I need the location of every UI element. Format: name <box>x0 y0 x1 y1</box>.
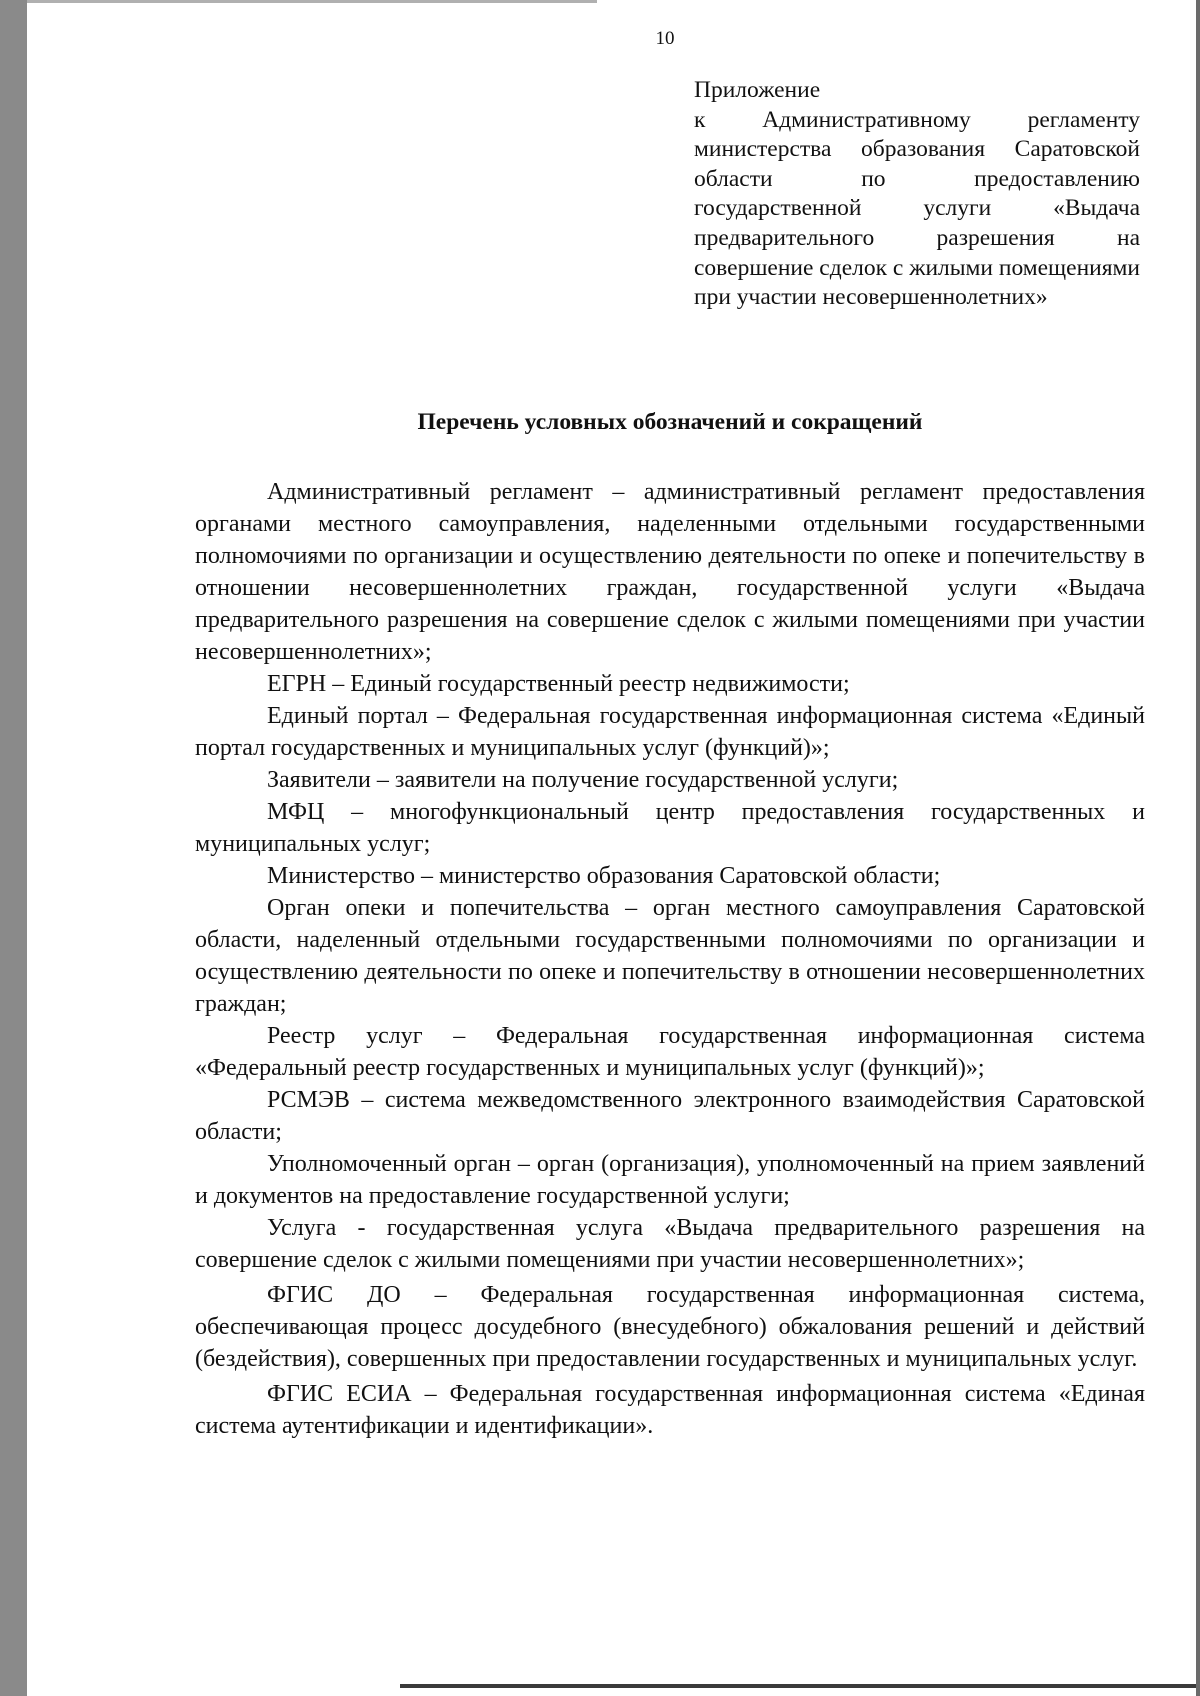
definition-item: Министерство – министерство образования Саратовской области; <box>267 863 941 889</box>
definition-item: Заявители – заявители на получение государственной услуги; <box>267 767 899 793</box>
definition-item: МФЦ – многофункциональный центр предоставления государственных и муниципальных услуг; <box>195 799 1145 857</box>
definition-item: РСМЭВ – система межведомственного электронного взаимодействия Саратовской области; <box>195 1087 1145 1145</box>
definitions-list <box>195 476 1145 1442</box>
appendix-body: к Административному регламенту министерства образования Саратовской области по предоставлению государственной услуги «Выдача предварительного разрешения на совершение сделок с жилыми помещениями при участии несовершеннолетних» <box>694 106 1140 311</box>
definition-item: Уполномоченный орган – орган (организация), уполномоченный на прием заявлений и документов на предоставление государственной услуги; <box>195 1151 1145 1209</box>
definition-item: ФГИС ЕСИА – Федеральная государственная информационная система «Единая система аутентификации и идентификации». <box>195 1381 1145 1439</box>
scan-edge-right <box>1196 0 1200 1696</box>
page-number: 10 <box>655 28 675 49</box>
scan-bottom-line <box>400 1684 1196 1688</box>
definition-item: Единый портал – Федеральная государственная информационная система «Единый портал государственных и муниципальных услуг (функций)»; <box>195 703 1145 761</box>
appendix-title: Приложение <box>694 77 821 103</box>
definition-item: Услуга - государственная услуга «Выдача предварительного разрешения на совершение сделок с жилыми помещениями при участии несовершеннолетних»; <box>195 1215 1145 1273</box>
scan-edge-left <box>0 0 27 1696</box>
definition-item: Административный регламент – административный регламент предоставления органами местного самоуправления, наделенными отдельными государственными полномочиями по организации и осуществлению деятельности по опеке и попечительству в отношении несовершеннолетних граждан, государственной услуги «Выдача предварительного разрешения на совершение сделок с жилыми помещениями при участии несовершеннолетних»; <box>195 479 1145 665</box>
appendix-note <box>694 76 1140 313</box>
definition-item: ФГИС ДО – Федеральная государственная информационная система, обеспечивающая процесс досудебного (внесудебного) обжалования решений и действий (бездействия), совершенных при предоставлении государственных и муниципальных услуг. <box>195 1282 1145 1372</box>
definition-item: Реестр услуг – Федеральная государственная информационная система «Федеральный реестр государственных и муниципальных услуг (функций)»; <box>195 1023 1145 1081</box>
definition-item: ЕГРН – Единый государственный реестр недвижимости; <box>267 671 850 697</box>
scan-top-line <box>27 0 597 3</box>
definition-item: Орган опеки и попечительства – орган местного самоуправления Саратовской области, наделенный отдельными государственными полномочиями по организации и осуществлению деятельности по опеке и попечительству в отношении несовершеннолетних граждан; <box>195 895 1145 1017</box>
document-title: Перечень условных обозначений и сокращений <box>417 409 923 435</box>
